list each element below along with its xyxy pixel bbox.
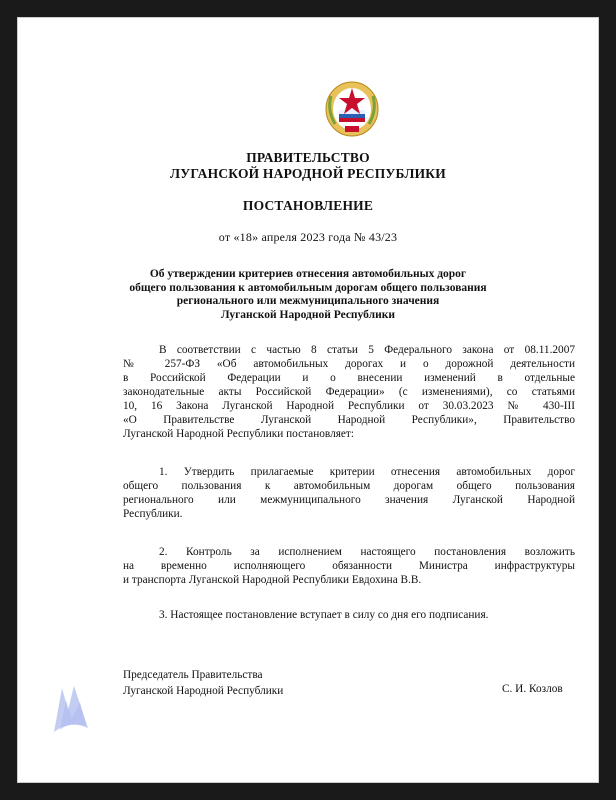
document-type-title: ПОСТАНОВЛЕНИЕ — [242, 198, 374, 213]
text-line: и транспорта Луганской Народной Республики Евдохина В.В. — [123, 574, 422, 586]
clause-2-paragraph — [123, 545, 575, 587]
date-number-line: от «18» апреля 2023 года № 43/23 — [218, 230, 398, 244]
text-line: общего пользования к автомобильным дорогам общего пользования — [123, 480, 575, 492]
text-line: В соответствии с частью 8 статьи 5 Федерального закона от 08.11.2007 — [159, 344, 575, 356]
subject-line: общего пользования к автомобильным дорогам общего пользования — [129, 281, 487, 294]
coat-of-arms-icon — [323, 76, 381, 138]
clause-1-paragraph — [123, 465, 575, 521]
document-subject — [118, 268, 498, 322]
text-line: «О Правительстве Луганской Народной Республики», Правительство — [123, 414, 575, 426]
text-line: 2. Контроль за исполнением настоящего постановления возложить — [159, 546, 575, 558]
text-line: № 257-ФЗ «Об автомобильных дорогах и о дорожной деятельности — [123, 358, 575, 370]
signatory-title-line: Председатель Правительства — [123, 669, 263, 681]
channel-watermark-icon — [50, 680, 92, 736]
text-line: Луганской Народной Республики постановляет: — [123, 428, 355, 440]
text-line: регионального или межмуниципального значения Луганской Народной — [123, 494, 575, 506]
text-line: на временно исполняющего обязанности Министра инфраструктуры — [123, 560, 575, 572]
subject-line: Об утверждении критериев отнесения автомобильных дорог — [149, 268, 467, 280]
text-line: 3. Настоящее постановление вступает в силу со дня его подписания. — [159, 609, 489, 621]
signatory-title — [123, 667, 283, 699]
document-page — [18, 18, 598, 782]
government-title-line1: ПРАВИТЕЛЬСТВО — [246, 150, 370, 165]
subject-line: регионального или межмуниципального значения — [176, 295, 440, 307]
text-line: Республики. — [123, 508, 183, 520]
text-line: законодательные акты Российской Федерации» (с изменениями), со статьями — [123, 386, 575, 398]
subject-line: Луганской Народной Республики — [221, 308, 395, 321]
text-line: 10, 16 Закона Луганской Народной Республики от 30.03.2023 № 430-III — [123, 400, 575, 412]
government-title-line2: ЛУГАНСКОЙ НАРОДНОЙ РЕСПУБЛИКИ — [170, 166, 446, 181]
signatory-name: С. И. Козлов — [502, 683, 563, 695]
preamble-paragraph — [123, 343, 575, 441]
clause-3-paragraph — [123, 608, 575, 622]
signatory-title-line: Луганской Народной Республики — [123, 685, 284, 697]
text-line: в Российской Федерации и о внесении изменений в отдельные — [123, 372, 575, 384]
text-line: 1. Утвердить прилагаемые критерии отнесения автомобильных дорог — [159, 466, 575, 478]
